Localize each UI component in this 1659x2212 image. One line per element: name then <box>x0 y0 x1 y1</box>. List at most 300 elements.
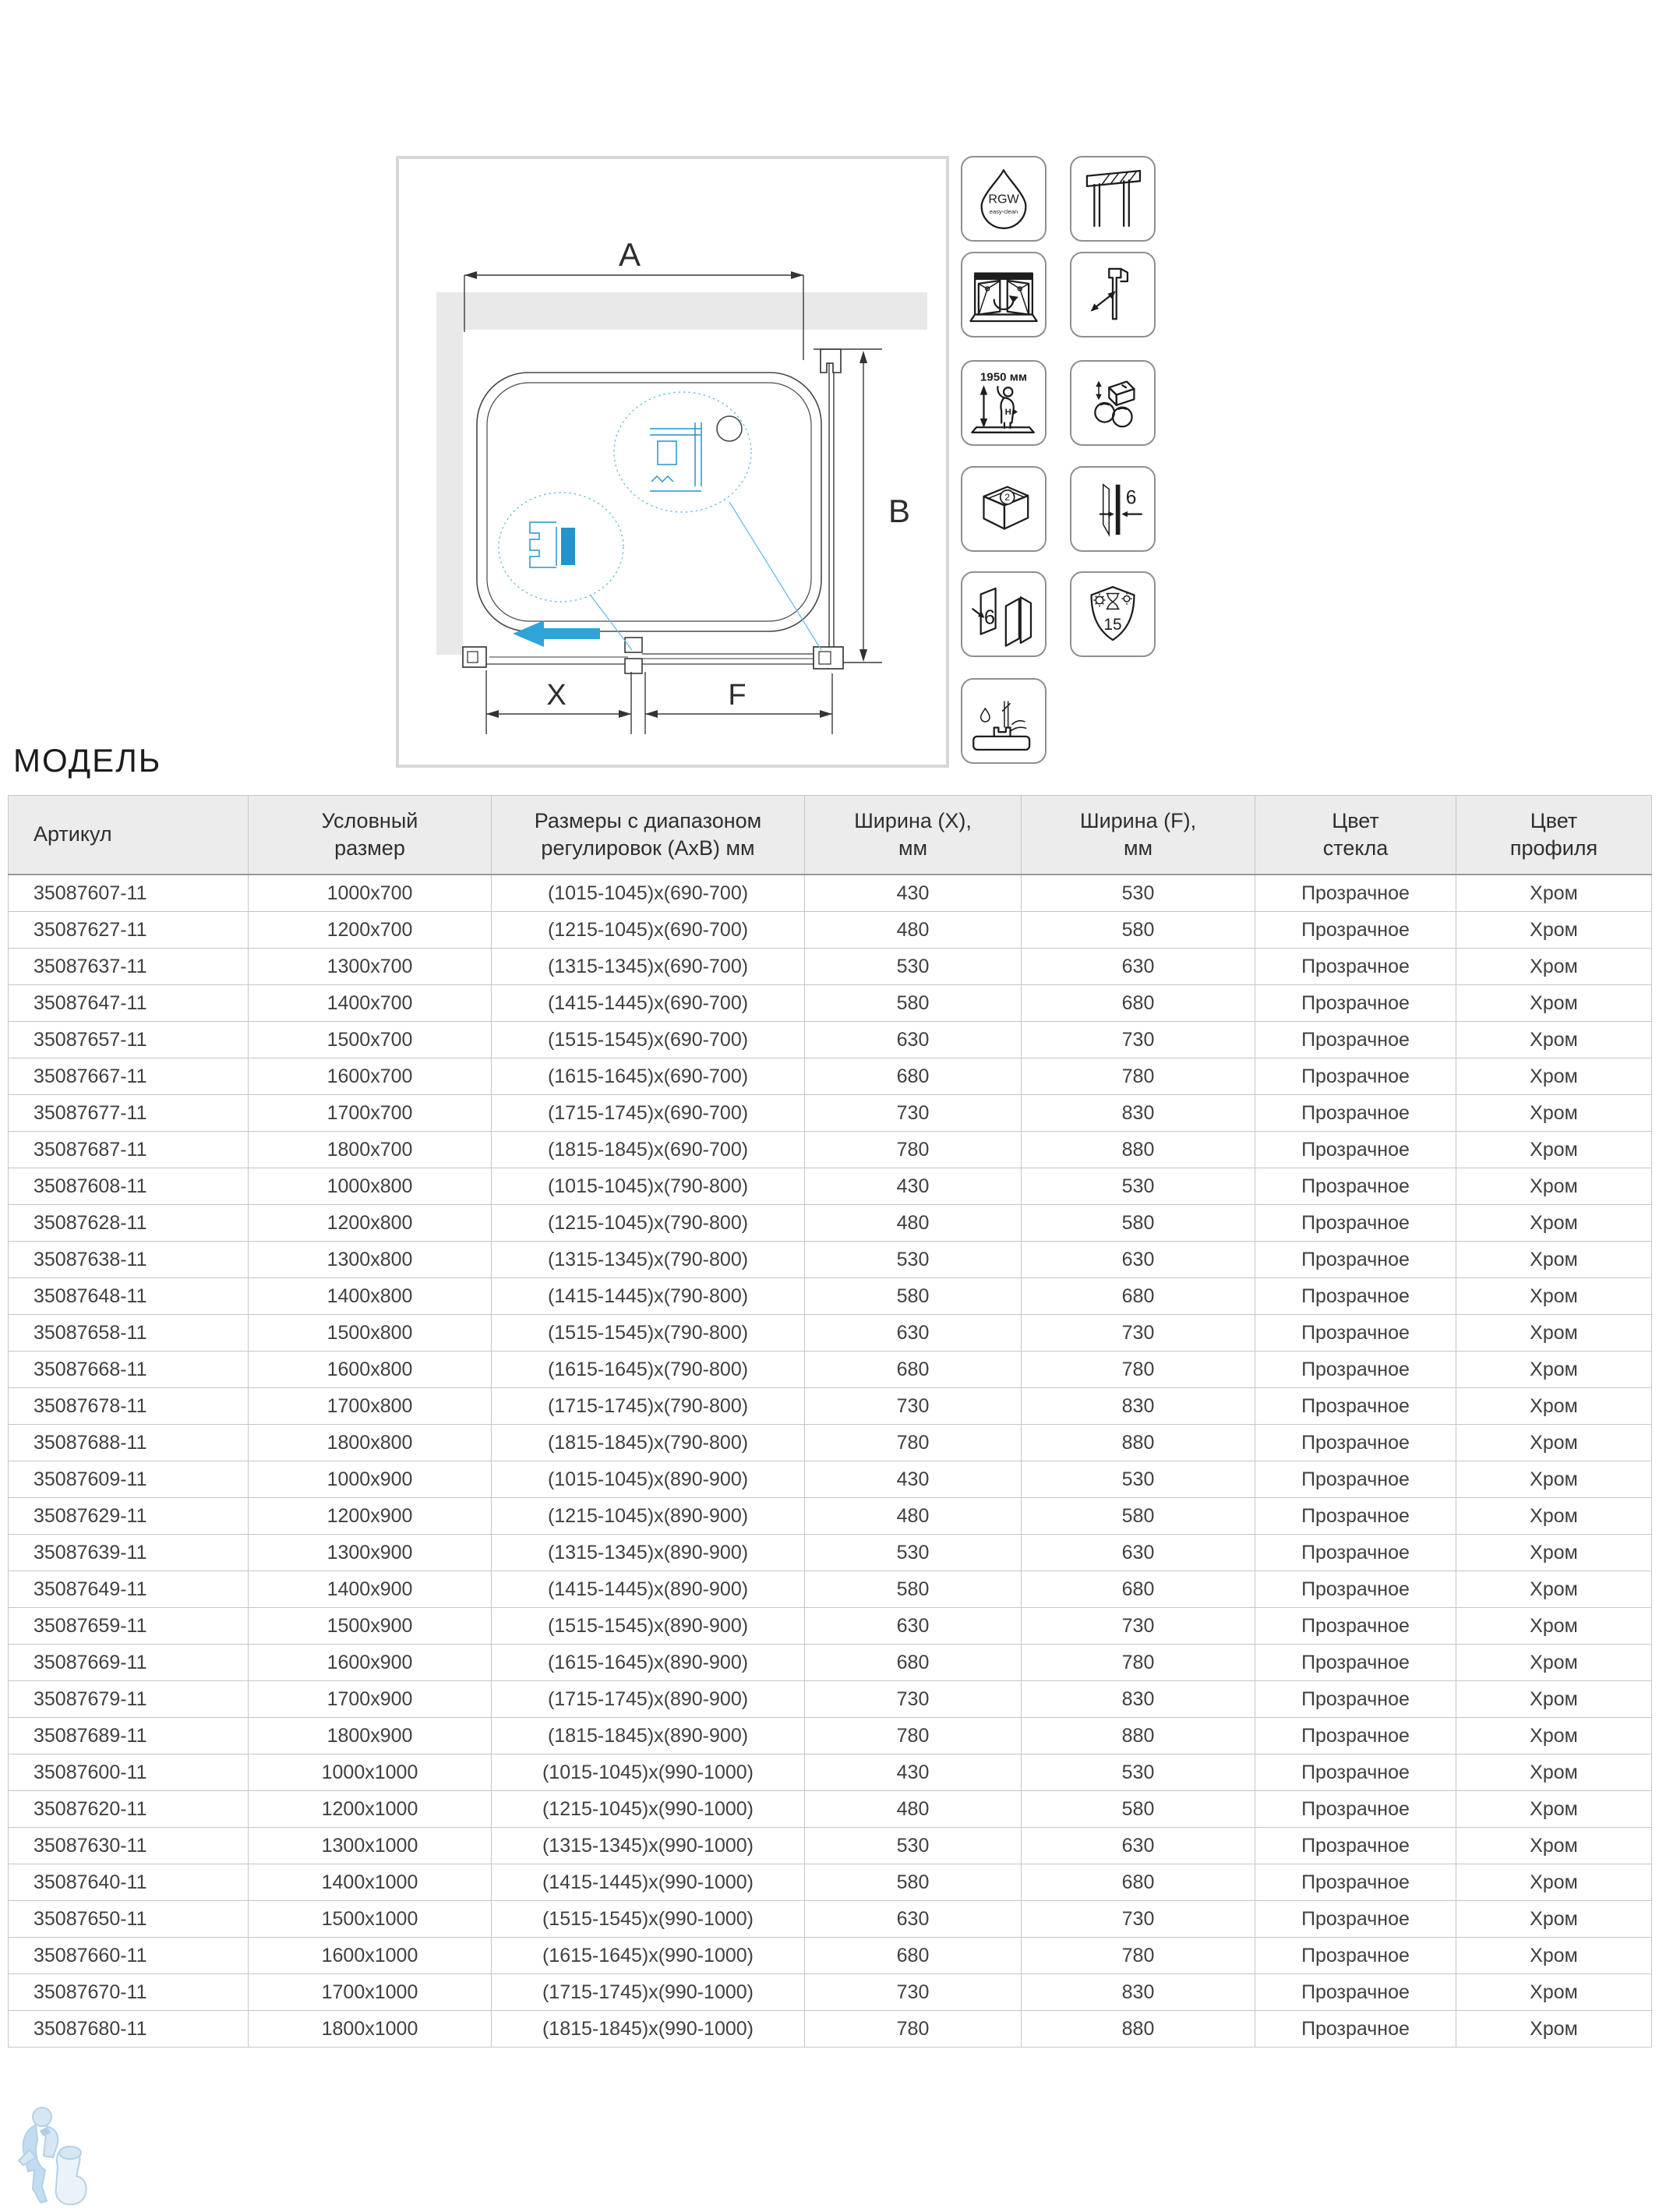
cell-nominal-size: 1600x900 <box>249 1645 492 1681</box>
cell-nominal-size: 1600x700 <box>249 1058 492 1095</box>
table-row <box>9 1425 1652 1461</box>
spec-table-header <box>9 796 1652 875</box>
two-packages-icon <box>961 466 1047 552</box>
dimension-f-label: F <box>728 679 747 712</box>
cell-width-x: 730 <box>805 1095 1022 1132</box>
drain-icon <box>961 678 1047 764</box>
cell-glass-color: Прозрачное <box>1255 1901 1456 1938</box>
cell-adjustment-range: (1515-1545)x(790-800) <box>492 1315 805 1352</box>
cell-profile-color: Хром <box>1456 1168 1652 1205</box>
cell-nominal-size: 1600x1000 <box>249 1938 492 1974</box>
cell-width-f: 830 <box>1022 1681 1255 1718</box>
height-h-label: H <box>1004 408 1011 418</box>
cell-width-f: 830 <box>1022 1974 1255 2011</box>
cell-article: 35087637-11 <box>9 949 249 985</box>
cell-adjustment-range: (1415-1445)x(990-1000) <box>492 1864 805 1901</box>
cell-profile-color: Хром <box>1456 1095 1652 1132</box>
cell-glass-color: Прозрачное <box>1255 1058 1456 1095</box>
cell-article: 35087677-11 <box>9 1095 249 1132</box>
cell-width-x: 480 <box>805 912 1022 949</box>
cell-width-f: 780 <box>1022 1645 1255 1681</box>
cell-article: 35087668-11 <box>9 1352 249 1388</box>
cell-nominal-size: 1500x1000 <box>249 1901 492 1938</box>
cell-glass-color: Прозрачное <box>1255 1352 1456 1388</box>
table-row <box>9 1168 1652 1205</box>
cell-width-x: 730 <box>805 1681 1022 1718</box>
cell-width-f: 730 <box>1022 1608 1255 1645</box>
cell-width-f: 580 <box>1022 1498 1255 1535</box>
cell-glass-color: Прозрачное <box>1255 1681 1456 1718</box>
cell-article: 35087628-11 <box>9 1205 249 1242</box>
cell-adjustment-range: (1015-1045)x(790-800) <box>492 1168 805 1205</box>
table-row <box>9 1828 1652 1864</box>
cell-width-f: 880 <box>1022 1132 1255 1168</box>
cell-article: 35087609-11 <box>9 1461 249 1498</box>
cell-profile-color: Хром <box>1456 1461 1652 1498</box>
cell-profile-color: Хром <box>1456 1388 1652 1425</box>
table-row <box>9 1352 1652 1388</box>
adjustable-profile-icon <box>1070 252 1156 337</box>
cell-glass-color: Прозрачное <box>1255 1315 1456 1352</box>
cell-article: 35087678-11 <box>9 1388 249 1425</box>
table-row <box>9 1901 1652 1938</box>
cell-nominal-size: 1000x900 <box>249 1461 492 1498</box>
cell-adjustment-range: (1515-1545)x(890-900) <box>492 1608 805 1645</box>
cell-article: 35087657-11 <box>9 1022 249 1058</box>
cell-profile-color: Хром <box>1456 1535 1652 1571</box>
cell-glass-color: Прозрачное <box>1255 1608 1456 1645</box>
col-header-adjustment-range: Размеры с диапазоном регулировок (АхВ) мм <box>492 796 805 875</box>
cell-profile-color: Хром <box>1456 949 1652 985</box>
cell-width-f: 830 <box>1022 1095 1255 1132</box>
dimension-b-label: B <box>888 493 911 529</box>
cell-profile-color: Хром <box>1456 1425 1652 1461</box>
cell-width-f: 630 <box>1022 1242 1255 1278</box>
glass-wall-thickness-label: 6 <box>983 606 996 629</box>
table-row <box>9 1461 1652 1498</box>
cell-nominal-size: 1500x700 <box>249 1022 492 1058</box>
cell-width-x: 630 <box>805 1022 1022 1058</box>
cell-width-f: 680 <box>1022 985 1255 1022</box>
cell-nominal-size: 1700x800 <box>249 1388 492 1425</box>
cell-profile-color: Хром <box>1456 1681 1652 1718</box>
table-row <box>9 1205 1652 1242</box>
rgw-easy-clean-icon <box>961 156 1047 242</box>
cell-nominal-size: 1400x1000 <box>249 1864 492 1901</box>
cell-width-x: 530 <box>805 1828 1022 1864</box>
table-row <box>9 1095 1652 1132</box>
easy-clean-label: easy-clean <box>989 207 1018 215</box>
cell-adjustment-range: (1415-1445)x(890-900) <box>492 1571 805 1608</box>
cell-adjustment-range: (1215-1045)x(990-1000) <box>492 1791 805 1828</box>
cell-nominal-size: 1800x800 <box>249 1425 492 1461</box>
cell-glass-color: Прозрачное <box>1255 1205 1456 1242</box>
cell-article: 35087649-11 <box>9 1571 249 1608</box>
cell-article: 35087688-11 <box>9 1425 249 1461</box>
cell-glass-color: Прозрачное <box>1255 1022 1456 1058</box>
glass-thickness-label: 6 <box>1125 487 1137 509</box>
cell-glass-color: Прозрачное <box>1255 949 1456 985</box>
cell-width-f: 780 <box>1022 1352 1255 1388</box>
col-header-article: Артикул <box>9 796 249 875</box>
table-row <box>9 1938 1652 1974</box>
cell-adjustment-range: (1315-1345)x(990-1000) <box>492 1828 805 1864</box>
cell-width-x: 580 <box>805 1864 1022 1901</box>
cell-profile-color: Хром <box>1456 1901 1652 1938</box>
cell-profile-color: Хром <box>1456 1938 1652 1974</box>
height-value-label: 1950 мм <box>980 370 1028 384</box>
packages-count-label: 2 <box>1004 492 1011 504</box>
cell-nominal-size: 1500x800 <box>249 1315 492 1352</box>
cell-article: 35087639-11 <box>9 1535 249 1571</box>
cell-profile-color: Хром <box>1456 1828 1652 1864</box>
cell-width-x: 530 <box>805 949 1022 985</box>
cell-width-f: 530 <box>1022 1461 1255 1498</box>
table-row <box>9 1754 1652 1791</box>
cell-article: 35087650-11 <box>9 1901 249 1938</box>
cell-glass-color: Прозрачное <box>1255 1278 1456 1315</box>
cell-width-x: 680 <box>805 1058 1022 1095</box>
wall-profile-icon <box>1070 156 1156 242</box>
cell-width-x: 730 <box>805 1974 1022 2011</box>
cell-nominal-size: 1800x700 <box>249 1132 492 1168</box>
cell-article: 35087679-11 <box>9 1681 249 1718</box>
cell-profile-color: Хром <box>1456 1132 1652 1168</box>
cell-profile-color: Хром <box>1456 1205 1652 1242</box>
cell-profile-color: Хром <box>1456 1718 1652 1754</box>
cell-width-x: 530 <box>805 1535 1022 1571</box>
cell-profile-color: Хром <box>1456 1645 1652 1681</box>
cell-width-f: 630 <box>1022 1828 1255 1864</box>
cell-nominal-size: 1300x700 <box>249 949 492 985</box>
cell-nominal-size: 1300x900 <box>249 1535 492 1571</box>
cell-article: 35087640-11 <box>9 1864 249 1901</box>
cell-profile-color: Хром <box>1456 1974 1652 2011</box>
cell-nominal-size: 1400x900 <box>249 1571 492 1608</box>
table-row <box>9 985 1652 1022</box>
cell-article: 35087670-11 <box>9 1974 249 2011</box>
cell-article: 35087680-11 <box>9 2011 249 2048</box>
cell-glass-color: Прозрачное <box>1255 1461 1456 1498</box>
table-row <box>9 1132 1652 1168</box>
cell-glass-color: Прозрачное <box>1255 985 1456 1022</box>
cell-profile-color: Хром <box>1456 1498 1652 1535</box>
cell-width-x: 780 <box>805 1425 1022 1461</box>
cell-nominal-size: 1700x700 <box>249 1095 492 1132</box>
cell-adjustment-range: (1815-1845)x(690-700) <box>492 1132 805 1168</box>
cell-adjustment-range: (1315-1345)x(890-900) <box>492 1535 805 1571</box>
cell-profile-color: Хром <box>1456 1315 1652 1352</box>
cell-glass-color: Прозрачное <box>1255 1754 1456 1791</box>
handle-block <box>625 659 642 673</box>
cell-adjustment-range: (1415-1445)x(790-800) <box>492 1278 805 1315</box>
cell-glass-color: Прозрачное <box>1255 1938 1456 1974</box>
cell-adjustment-range: (1215-1045)x(690-700) <box>492 912 805 949</box>
glass-thickness-icon <box>1070 466 1156 552</box>
cell-article: 35087600-11 <box>9 1754 249 1791</box>
cell-width-f: 580 <box>1022 1791 1255 1828</box>
page-title: МОДЕЛЬ <box>13 742 162 779</box>
dimension-a-label: A <box>618 236 641 273</box>
cell-nominal-size: 1500x900 <box>249 1608 492 1645</box>
cell-width-x: 780 <box>805 2011 1022 2048</box>
cell-glass-color: Прозрачное <box>1255 1095 1456 1132</box>
table-row <box>9 912 1652 949</box>
rollers-icon <box>1070 360 1156 446</box>
cell-glass-color: Прозрачное <box>1255 1645 1456 1681</box>
cell-glass-color: Прозрачное <box>1255 1791 1456 1828</box>
table-row <box>9 1571 1652 1608</box>
cell-glass-color: Прозрачное <box>1255 1974 1456 2011</box>
cell-width-x: 630 <box>805 1608 1022 1645</box>
cell-width-x: 680 <box>805 1645 1022 1681</box>
cell-width-x: 580 <box>805 1278 1022 1315</box>
cell-width-f: 580 <box>1022 1205 1255 1242</box>
col-header-profile-color: Цвет профиля <box>1456 796 1652 875</box>
table-row <box>9 1388 1652 1425</box>
cell-glass-color: Прозрачное <box>1255 1864 1456 1901</box>
table-row <box>9 1681 1652 1718</box>
cell-profile-color: Хром <box>1456 1608 1652 1645</box>
cell-width-f: 730 <box>1022 1022 1255 1058</box>
cell-adjustment-range: (1015-1045)x(890-900) <box>492 1461 805 1498</box>
cell-width-f: 530 <box>1022 1754 1255 1791</box>
cell-width-f: 530 <box>1022 875 1255 912</box>
cell-adjustment-range: (1415-1445)x(690-700) <box>492 985 805 1022</box>
swing-doors-icon <box>961 252 1047 337</box>
plumber-watermark <box>6 2095 100 2212</box>
cell-article: 35087630-11 <box>9 1828 249 1864</box>
cell-article: 35087689-11 <box>9 1718 249 1754</box>
table-row <box>9 1498 1652 1535</box>
cell-article: 35087659-11 <box>9 1608 249 1645</box>
shower-enclosure-diagram <box>396 156 949 768</box>
cell-nominal-size: 1700x900 <box>249 1681 492 1718</box>
cell-profile-color: Хром <box>1456 1754 1652 1791</box>
cell-width-f: 680 <box>1022 1571 1255 1608</box>
cell-adjustment-range: (1815-1845)x(790-800) <box>492 1425 805 1461</box>
cell-adjustment-range: (1715-1745)x(690-700) <box>492 1095 805 1132</box>
cell-glass-color: Прозрачное <box>1255 1571 1456 1608</box>
cell-nominal-size: 1000x1000 <box>249 1754 492 1791</box>
cell-width-x: 630 <box>805 1315 1022 1352</box>
cell-adjustment-range: (1515-1545)x(690-700) <box>492 1022 805 1058</box>
warranty-icon <box>1070 571 1156 657</box>
cell-glass-color: Прозрачное <box>1255 1535 1456 1571</box>
cell-adjustment-range: (1815-1845)x(990-1000) <box>492 2011 805 2048</box>
cell-adjustment-range: (1815-1845)x(890-900) <box>492 1718 805 1754</box>
cell-width-x: 680 <box>805 1938 1022 1974</box>
cell-profile-color: Хром <box>1456 1571 1652 1608</box>
cell-profile-color: Хром <box>1456 2011 1652 2048</box>
cell-width-x: 680 <box>805 1352 1022 1388</box>
cell-nominal-size: 1300x1000 <box>249 1828 492 1864</box>
table-row <box>9 1058 1652 1095</box>
cell-article: 35087647-11 <box>9 985 249 1022</box>
spec-table <box>8 795 1652 2048</box>
cell-nominal-size: 1800x900 <box>249 1718 492 1754</box>
cell-profile-color: Хром <box>1456 1791 1652 1828</box>
cell-nominal-size: 1200x800 <box>249 1205 492 1242</box>
cell-nominal-size: 1200x1000 <box>249 1791 492 1828</box>
cell-width-x: 430 <box>805 875 1022 912</box>
cell-width-f: 880 <box>1022 1425 1255 1461</box>
cell-glass-color: Прозрачное <box>1255 1388 1456 1425</box>
cell-adjustment-range: (1715-1745)x(890-900) <box>492 1681 805 1718</box>
cell-adjustment-range: (1615-1645)x(690-700) <box>492 1058 805 1095</box>
corner-block <box>814 647 843 669</box>
cell-width-f: 580 <box>1022 912 1255 949</box>
cell-width-f: 880 <box>1022 1718 1255 1754</box>
cell-profile-color: Хром <box>1456 1352 1652 1388</box>
cell-article: 35087669-11 <box>9 1645 249 1681</box>
cell-adjustment-range: (1615-1645)x(890-900) <box>492 1645 805 1681</box>
table-row <box>9 1645 1652 1681</box>
cell-width-x: 430 <box>805 1461 1022 1498</box>
cell-adjustment-range: (1315-1345)x(690-700) <box>492 949 805 985</box>
cell-article: 35087629-11 <box>9 1498 249 1535</box>
warranty-years-label: 15 <box>1103 615 1122 634</box>
col-header-width-x: Ширина (X), мм <box>805 796 1022 875</box>
cell-width-x: 780 <box>805 1718 1022 1754</box>
table-row <box>9 875 1652 912</box>
cell-article: 35087660-11 <box>9 1938 249 1974</box>
cell-article: 35087620-11 <box>9 1791 249 1828</box>
cell-profile-color: Хром <box>1456 985 1652 1022</box>
cell-nominal-size: 1200x700 <box>249 912 492 949</box>
cell-width-x: 430 <box>805 1754 1022 1791</box>
cell-article: 35087667-11 <box>9 1058 249 1095</box>
cell-adjustment-range: (1715-1745)x(790-800) <box>492 1388 805 1425</box>
cell-article: 35087638-11 <box>9 1242 249 1278</box>
cell-profile-color: Хром <box>1456 875 1652 912</box>
cell-glass-color: Прозрачное <box>1255 2011 1456 2048</box>
cell-glass-color: Прозрачное <box>1255 875 1456 912</box>
cell-adjustment-range: (1615-1645)x(790-800) <box>492 1352 805 1388</box>
wall-bracket <box>463 647 486 667</box>
cell-width-x: 480 <box>805 1498 1022 1535</box>
cell-adjustment-range: (1615-1645)x(990-1000) <box>492 1938 805 1974</box>
cell-nominal-size: 1300x800 <box>249 1242 492 1278</box>
cell-adjustment-range: (1215-1045)x(890-900) <box>492 1498 805 1535</box>
wall-top <box>436 292 927 330</box>
cell-article: 35087648-11 <box>9 1278 249 1315</box>
diagram-drawing <box>396 156 949 768</box>
cell-width-f: 780 <box>1022 1938 1255 1974</box>
cell-article: 35087608-11 <box>9 1168 249 1205</box>
cell-width-x: 530 <box>805 1242 1022 1278</box>
cell-adjustment-range: (1515-1545)x(990-1000) <box>492 1901 805 1938</box>
cell-width-x: 730 <box>805 1388 1022 1425</box>
cell-nominal-size: 1000x700 <box>249 875 492 912</box>
cell-width-x: 480 <box>805 1791 1022 1828</box>
cell-nominal-size: 1700x1000 <box>249 1974 492 2011</box>
cell-width-f: 880 <box>1022 2011 1255 2048</box>
cell-width-x: 580 <box>805 1571 1022 1608</box>
cell-profile-color: Хром <box>1456 1242 1652 1278</box>
table-row <box>9 1718 1652 1754</box>
cell-width-f: 630 <box>1022 949 1255 985</box>
table-row <box>9 1791 1652 1828</box>
cell-width-f: 730 <box>1022 1315 1255 1352</box>
cell-adjustment-range: (1715-1745)x(990-1000) <box>492 1974 805 2011</box>
cell-nominal-size: 1400x800 <box>249 1278 492 1315</box>
cell-adjustment-range: (1315-1345)x(790-800) <box>492 1242 805 1278</box>
table-row <box>9 1022 1652 1058</box>
cell-glass-color: Прозрачное <box>1255 1718 1456 1754</box>
cell-profile-color: Хром <box>1456 1058 1652 1095</box>
diagram-frame <box>397 157 948 766</box>
cell-glass-color: Прозрачное <box>1255 1168 1456 1205</box>
cell-adjustment-range: (1015-1045)x(990-1000) <box>492 1754 805 1791</box>
cell-article: 35087687-11 <box>9 1132 249 1168</box>
col-header-glass-color: Цвет стекла <box>1255 796 1456 875</box>
cell-glass-color: Прозрачное <box>1255 1425 1456 1461</box>
cell-width-f: 730 <box>1022 1901 1255 1938</box>
cell-width-x: 780 <box>805 1132 1022 1168</box>
dimension-x-label: X <box>546 679 567 712</box>
cell-profile-color: Хром <box>1456 1022 1652 1058</box>
wall-left <box>436 292 463 655</box>
cell-width-f: 680 <box>1022 1864 1255 1901</box>
cell-glass-color: Прозрачное <box>1255 912 1456 949</box>
table-row <box>9 1315 1652 1352</box>
cell-width-f: 680 <box>1022 1278 1255 1315</box>
cell-adjustment-range: (1215-1045)x(790-800) <box>492 1205 805 1242</box>
cell-width-x: 430 <box>805 1168 1022 1205</box>
cell-article: 35087627-11 <box>9 912 249 949</box>
height-icon <box>961 360 1047 446</box>
cell-profile-color: Хром <box>1456 912 1652 949</box>
table-row <box>9 949 1652 985</box>
cell-article: 35087658-11 <box>9 1315 249 1352</box>
cell-glass-color: Прозрачное <box>1255 1242 1456 1278</box>
cell-glass-color: Прозрачное <box>1255 1132 1456 1168</box>
cell-glass-color: Прозрачное <box>1255 1498 1456 1535</box>
table-row <box>9 1242 1652 1278</box>
cell-width-x: 630 <box>805 1901 1022 1938</box>
table-row <box>9 1974 1652 2011</box>
cell-width-x: 580 <box>805 985 1022 1022</box>
cell-nominal-size: 1000x800 <box>249 1168 492 1205</box>
cell-profile-color: Хром <box>1456 1864 1652 1901</box>
table-row <box>9 2011 1652 2048</box>
cell-width-x: 480 <box>805 1205 1022 1242</box>
cell-glass-color: Прозрачное <box>1255 1828 1456 1864</box>
table-row <box>9 1608 1652 1645</box>
spec-table-body <box>9 875 1652 2048</box>
table-row <box>9 1278 1652 1315</box>
cell-width-f: 780 <box>1022 1058 1255 1095</box>
cell-profile-color: Хром <box>1456 1278 1652 1315</box>
table-row <box>9 1535 1652 1571</box>
table-row <box>9 1864 1652 1901</box>
cell-adjustment-range: (1015-1045)x(690-700) <box>492 875 805 912</box>
cell-width-f: 830 <box>1022 1388 1255 1425</box>
cell-article: 35087607-11 <box>9 875 249 912</box>
rgw-label: RGW <box>988 192 1019 207</box>
cell-width-f: 630 <box>1022 1535 1255 1571</box>
col-header-nominal-size: Условный размер <box>249 796 492 875</box>
cell-nominal-size: 1400x700 <box>249 985 492 1022</box>
cell-nominal-size: 1200x900 <box>249 1498 492 1535</box>
cell-width-f: 530 <box>1022 1168 1255 1205</box>
cell-nominal-size: 1800x1000 <box>249 2011 492 2048</box>
glass-in-profile-sketch <box>561 528 575 565</box>
cell-nominal-size: 1600x800 <box>249 1352 492 1388</box>
glass-in-profile-icon <box>961 571 1047 657</box>
col-header-width-f: Ширина (F), мм <box>1022 796 1255 875</box>
